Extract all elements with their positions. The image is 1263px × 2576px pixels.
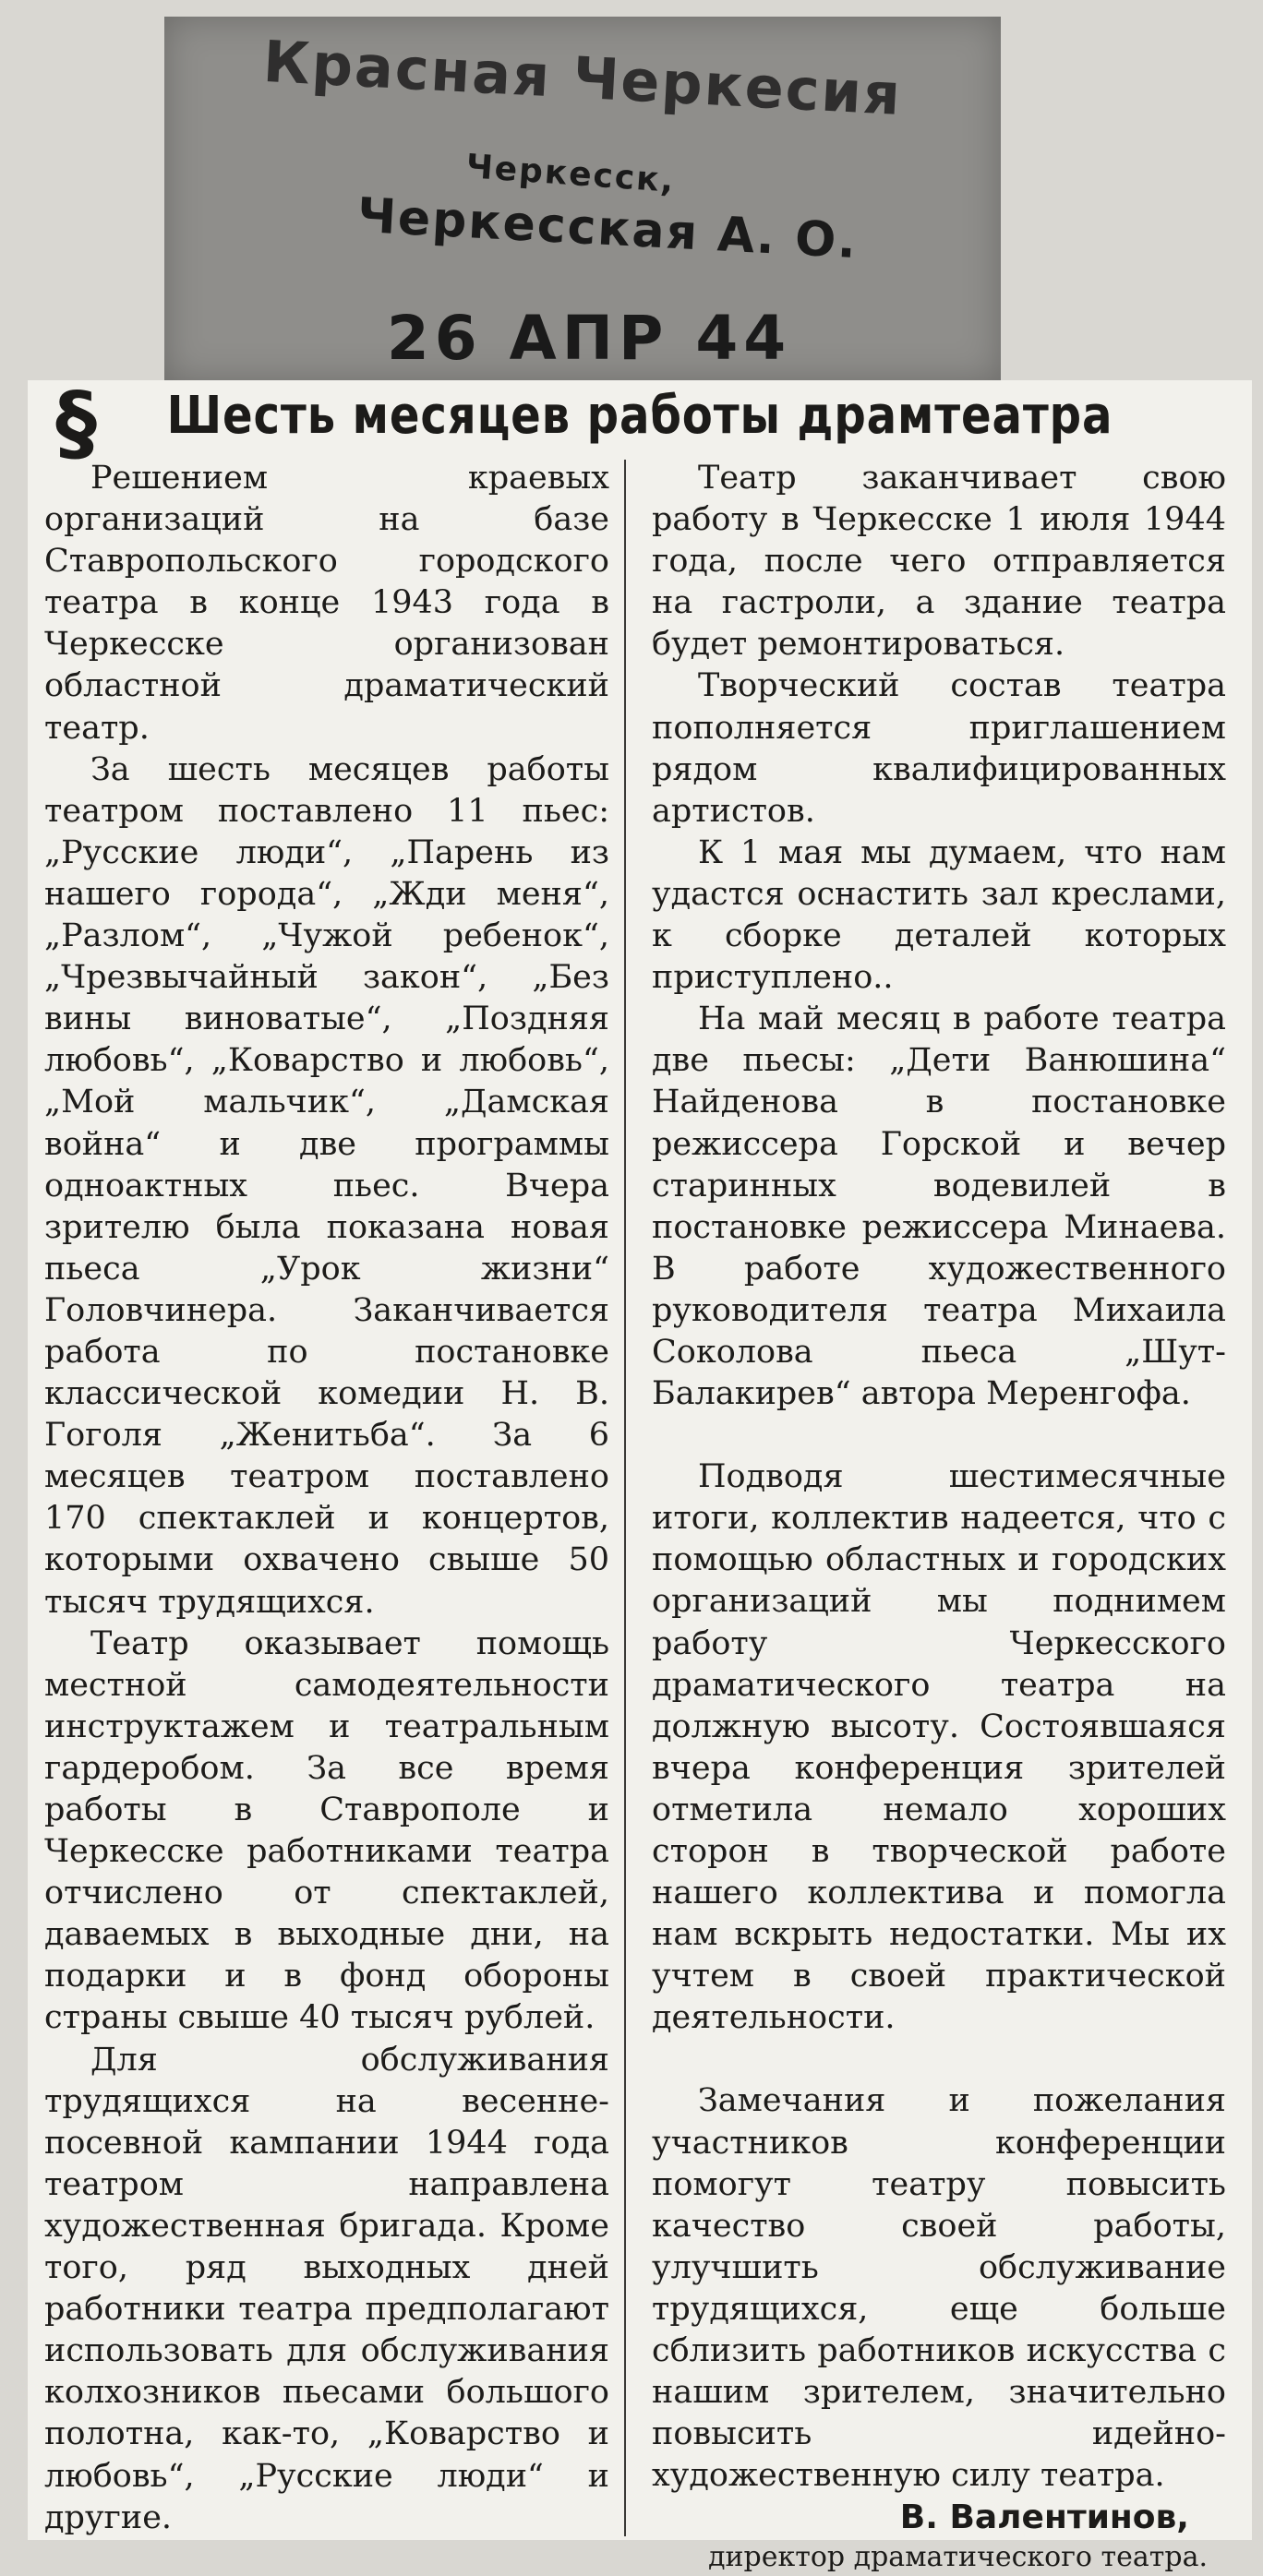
stamp-region: Черкесская А. О. xyxy=(355,187,860,270)
article-paragraph: Для обслуживания трудящихся на весенне-посевной кампании 1944 года театром направлена художественная бригада. Кроме того, ряд выходных дней работники театра предполагают использовать для обслуживания колхозников пьесами большого полотна, как-то, „Коварство и любовь“, „Русские люди“ и другие. xyxy=(44,2041,609,2536)
article-paragraph: К 1 мая мы думаем, что нам удастся оснастить зал креслами, к сборке деталей которых приступлено.. xyxy=(652,833,1226,997)
stamp-city: Черкесск, xyxy=(464,148,677,200)
article-title: Шесть месяцев работы драмтеатра xyxy=(166,386,1113,446)
article-column-left xyxy=(44,458,609,2539)
section-mark-icon: § xyxy=(55,375,97,472)
article-paragraph: Театр заканчивает свою работу в Черкесске 1 июля 1944 года, после чего отправляется на гастроли, а здание театра будет ремонтироваться. xyxy=(652,460,1226,664)
article-column-right xyxy=(652,458,1226,2576)
article-clipping xyxy=(28,375,1252,2573)
stamp-date: 26 АПР 44 xyxy=(386,303,792,374)
article-paragraph: Подводя шестимесячные итоги, коллектив надеется, что с помощью областных и городских организаций мы поднимем работу Черкесского драматического театра на должную высоту. Состоявшаяся вчера конференция зрителей отметила немало хороших сторон в творческой работе нашего коллектива и помогла нам вскрыть недостатки. Мы их учтем в своей практической деятельности. xyxy=(652,1458,1226,2037)
author-position: директор драматического театра. xyxy=(708,2540,1208,2573)
article-paragraph: Решением краевых организаций на базе Ставропольского городского театра в конце 1943 года в Черкесске организован областной драматический театр. xyxy=(44,460,609,747)
stamp-newspaper-name: Красная Черкесия xyxy=(261,27,904,129)
article-paragraph: Замечания и пожелания участников конференции помогут театру повысить качество своей работы, улучшить обслуживание трудящихся, еще больше сблизить работников искусства с нашим зрителем, значительно повысить идейно-художественную силу театра. xyxy=(652,2082,1226,2495)
newspaper-stamp xyxy=(164,17,1001,382)
column-divider xyxy=(624,460,626,2536)
article-paragraph: Театр оказывает помощь местной самодеятельности инструктажем и театральным гардеробом. За все время работы в Ставрополе и Черкесске работниками театра отчислено от спектаклей, даваемых в выходные дни, на подарки и в фонд обороны страны свыше 40 тысяч рублей. xyxy=(44,1624,609,2037)
article-paragraph: За шесть месяцев работы театром поставлено 11 пьес: „Русские люди“, „Парень из нашего города“, „Жди меня“, „Разлом“, „Чужой ребенок“, „Чрезвычайный закон“, „Без вины виноватые“, „Поздняя любовь“, „Коварство и любовь“, „Мой мальчик“, „Дамская война“ и две программы одноактных пьес. Вчера зрителю была показана новая пьеса „Урок жизни“ Головчинера. Заканчивается работа по постановке классической комедии Н. В. Гоголя „Женитьба“. За 6 месяцев театром поставлено 170 спектаклей и концертов, которыми охвачено свыше 50 тысяч трудящихся. xyxy=(44,750,609,1621)
article-paragraph: На май месяц в работе театра две пьесы: „Дети Ванюшина“ Найденова в постановке режиссера Горской и вечер старинных водевилей в постановке режиссера Минаева. В работе художественного руководителя театра Михаила Соколова пьеса „Шут-Балакирев“ автора Меренгофа. xyxy=(652,1000,1226,1413)
author-signature: В. Валентинов, xyxy=(899,2498,1189,2537)
article-paragraph: Творческий состав театра пополняется приглашением рядом квалифицированных артистов. xyxy=(652,667,1226,830)
